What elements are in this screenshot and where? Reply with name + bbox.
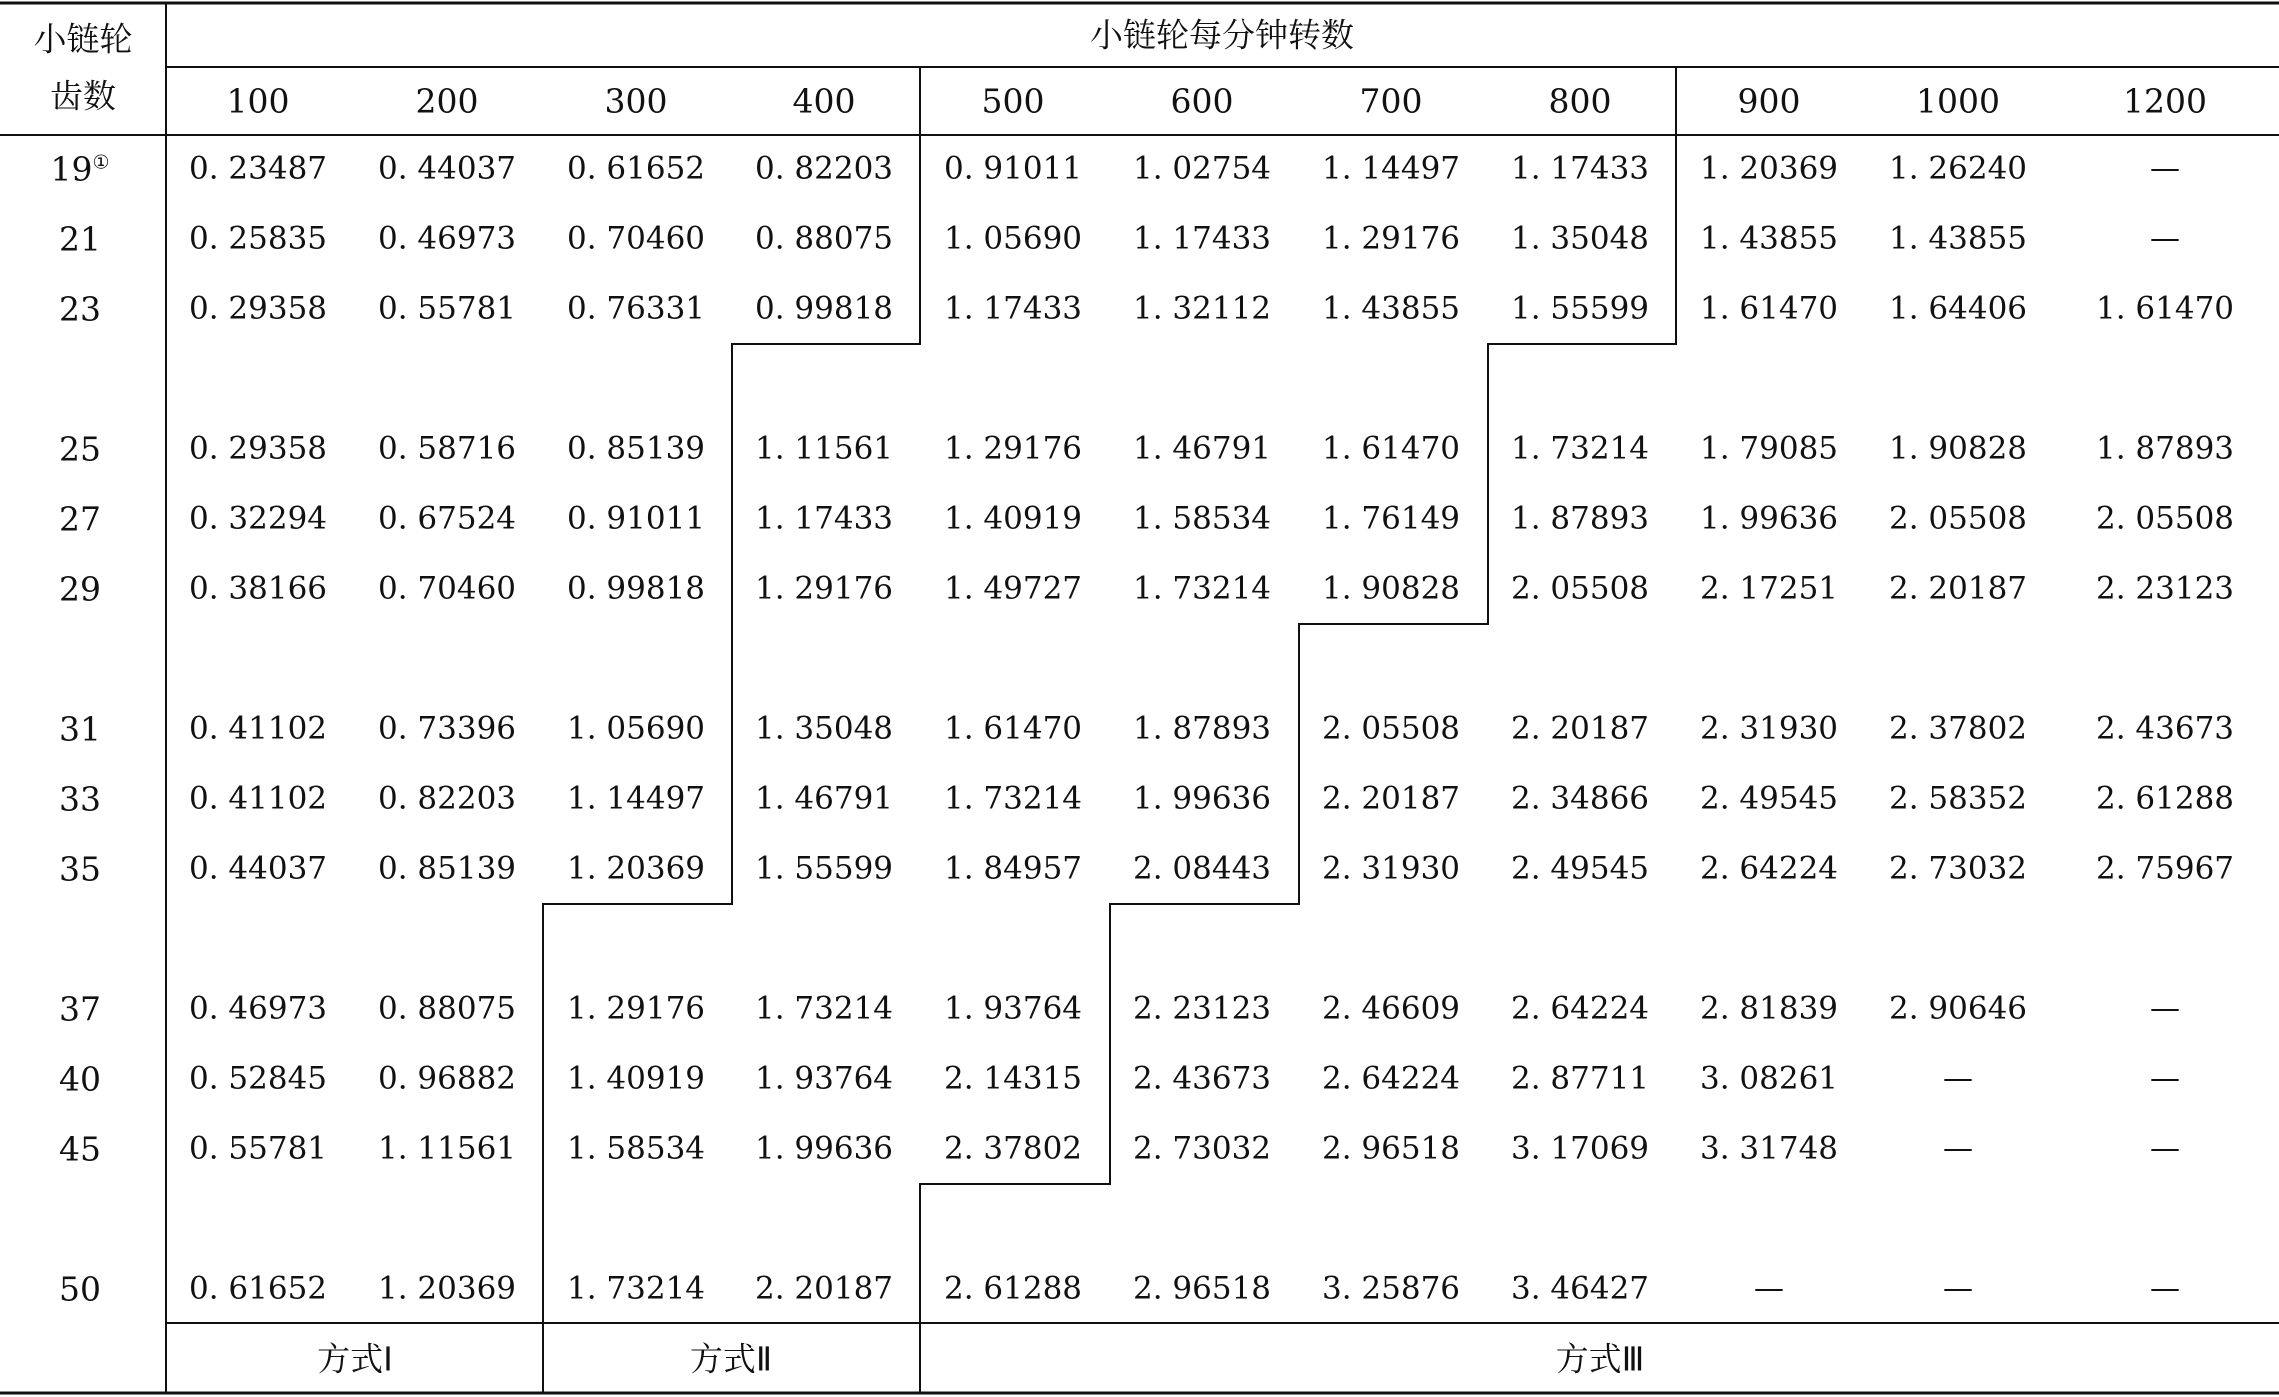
teeth-count-cell	[59, 709, 101, 749]
value-cell: 0. 99818	[566, 570, 706, 607]
value-cell: 1. 43855	[1699, 220, 1839, 257]
value-cell: 3. 17069	[1510, 1130, 1650, 1167]
value-cell: 2. 61288	[943, 1270, 1083, 1307]
value-cell: 1. 99636	[1132, 780, 1272, 817]
teeth-count: 35	[59, 849, 101, 889]
teeth-count: 23	[59, 289, 101, 329]
value-cell: 2. 05508	[1321, 710, 1461, 747]
teeth-count-cell	[59, 779, 101, 819]
value-cell: 1. 84957	[943, 850, 1083, 887]
teeth-count-cell	[59, 849, 101, 889]
value-cell: 0. 76331	[566, 290, 706, 327]
value-cell: 1. 46791	[1132, 430, 1272, 467]
value-cell: 2. 64224	[1321, 1060, 1461, 1097]
value-cell: 0. 70460	[566, 220, 706, 257]
teeth-count: 27	[59, 499, 101, 539]
value-cell: 0. 82203	[754, 150, 894, 187]
value-cell: 1. 87893	[1510, 500, 1650, 537]
value-cell: 1. 17433	[754, 500, 894, 537]
speed-header: 900	[1737, 81, 1801, 121]
value-cell: 1. 93764	[943, 990, 1083, 1027]
value-cell: 1. 05690	[943, 220, 1083, 257]
value-cell: 2. 96518	[1132, 1270, 1272, 1307]
value-cell: 2. 75967	[2095, 850, 2235, 887]
value-cell: 2. 08443	[1132, 850, 1272, 887]
value-cell: 0. 23487	[188, 150, 328, 187]
value-cell: —	[1943, 1061, 1973, 1096]
value-cell: 0. 44037	[188, 850, 328, 887]
teeth-count: 25	[59, 429, 101, 469]
value-cell: 1. 73214	[943, 780, 1083, 817]
value-cell: 1. 20369	[377, 1270, 517, 1307]
value-cell: 0. 82203	[377, 780, 517, 817]
value-cell: 0. 46973	[377, 220, 517, 257]
teeth-count: 50	[59, 1269, 101, 1309]
value-cell: —	[2150, 1131, 2180, 1166]
value-cell: 1. 49727	[943, 570, 1083, 607]
value-cell: 1. 55599	[754, 850, 894, 887]
value-cell: 2. 20187	[1321, 780, 1461, 817]
value-cell: 2. 64224	[1510, 990, 1650, 1027]
value-cell: 1. 79085	[1699, 430, 1839, 467]
value-cell: 1. 87893	[2095, 430, 2235, 467]
value-cell: 1. 40919	[943, 500, 1083, 537]
value-cell: 2. 20187	[754, 1270, 894, 1307]
speed-header: 200	[415, 81, 479, 121]
value-cell: 1. 76149	[1321, 500, 1461, 537]
value-cell: 2. 58352	[1888, 780, 2028, 817]
value-cell: 1. 99636	[1699, 500, 1839, 537]
value-cell: 1. 73214	[566, 1270, 706, 1307]
value-cell: 1. 26240	[1888, 150, 2028, 187]
value-cell: —	[1754, 1271, 1784, 1306]
value-cell: 1. 29176	[943, 430, 1083, 467]
teeth-count-cell	[59, 219, 101, 259]
value-cell: 0. 41102	[188, 780, 328, 817]
value-cell: 1. 61470	[2095, 290, 2235, 327]
value-cell: 0. 38166	[188, 570, 328, 607]
method-2-label: 方式Ⅱ	[689, 1339, 773, 1379]
value-cell: 2. 31930	[1321, 850, 1461, 887]
value-cell: 1. 20369	[566, 850, 706, 887]
value-cell: 2. 05508	[2095, 500, 2235, 537]
value-cell: 1. 35048	[754, 710, 894, 747]
value-cell: 2. 61288	[2095, 780, 2235, 817]
value-cell: 1. 14497	[566, 780, 706, 817]
value-cell: —	[2150, 991, 2180, 1026]
value-cell: 1. 55599	[1510, 290, 1650, 327]
value-cell: 2. 05508	[1888, 500, 2028, 537]
value-cell: 0. 58716	[377, 430, 517, 467]
teeth-count-cell	[59, 1129, 101, 1169]
value-cell: 1. 58534	[566, 1130, 706, 1167]
value-cell: 0. 55781	[377, 290, 517, 327]
value-cell: 0. 70460	[377, 570, 517, 607]
value-cell: 3. 31748	[1699, 1130, 1839, 1167]
value-cell: 0. 29358	[188, 290, 328, 327]
value-cell: 2. 20187	[1510, 710, 1650, 747]
value-cell: 2. 87711	[1510, 1060, 1650, 1097]
value-cell: 2. 37802	[943, 1130, 1083, 1167]
teeth-count-cell	[59, 1059, 101, 1099]
teeth-header-line2: 齿数	[50, 76, 116, 116]
value-cell: 0. 25835	[188, 220, 328, 257]
teeth-count: 31	[59, 709, 101, 749]
value-cell: 0. 96882	[377, 1060, 517, 1097]
value-cell: 1. 32112	[1132, 290, 1272, 327]
speed-header: 700	[1359, 81, 1423, 121]
value-cell: 1. 73214	[1510, 430, 1650, 467]
value-cell: 2. 96518	[1321, 1130, 1461, 1167]
speed-header: 600	[1170, 81, 1234, 121]
value-cell: 1. 93764	[754, 1060, 894, 1097]
value-cell: 2. 49545	[1510, 850, 1650, 887]
teeth-count: 33	[59, 779, 101, 819]
value-cell: 1. 46791	[754, 780, 894, 817]
value-cell: 1. 17433	[1510, 150, 1650, 187]
value-cell: 1. 40919	[566, 1060, 706, 1097]
value-cell: —	[2150, 1271, 2180, 1306]
value-cell: 0. 55781	[188, 1130, 328, 1167]
value-cell: 1. 11561	[754, 430, 894, 467]
value-cell: 2. 73032	[1888, 850, 2028, 887]
value-cell: 1. 17433	[943, 290, 1083, 327]
teeth-count: 37	[59, 989, 101, 1029]
value-cell: 1. 02754	[1132, 150, 1272, 187]
value-cell: 1. 61470	[1699, 290, 1839, 327]
teeth-count: 19	[50, 149, 93, 189]
value-cell: 1. 90828	[1321, 570, 1461, 607]
value-cell: 0. 61652	[566, 150, 706, 187]
value-cell: 1. 73214	[1132, 570, 1272, 607]
method-1-label: 方式Ⅰ	[317, 1339, 393, 1379]
value-cell: 2. 05508	[1510, 570, 1650, 607]
value-cell: 1. 20369	[1699, 150, 1839, 187]
value-cell: 1. 17433	[1132, 220, 1272, 257]
value-cell: 1. 14497	[1321, 150, 1461, 187]
value-cell: 0. 41102	[188, 710, 328, 747]
value-cell: 3. 08261	[1699, 1060, 1839, 1097]
teeth-count-cell	[59, 1269, 101, 1309]
value-cell: 1. 64406	[1888, 290, 2028, 327]
value-cell: 2. 90646	[1888, 990, 2028, 1027]
value-cell: 2. 37802	[1888, 710, 2028, 747]
value-cell: 0. 73396	[377, 710, 517, 747]
value-cell: —	[2150, 221, 2180, 256]
value-cell: 1. 29176	[1321, 220, 1461, 257]
value-cell: 2. 23123	[2095, 570, 2235, 607]
teeth-count: 29	[59, 569, 101, 609]
value-cell: 0. 91011	[943, 150, 1083, 187]
value-cell: 2. 14315	[943, 1060, 1083, 1097]
value-cell: 1. 29176	[566, 990, 706, 1027]
value-cell: 2. 81839	[1699, 990, 1839, 1027]
value-cell: 0. 91011	[566, 500, 706, 537]
speed-header: 300	[604, 81, 668, 121]
value-cell: 2. 23123	[1132, 990, 1272, 1027]
value-cell: 0. 88075	[754, 220, 894, 257]
value-cell: 1. 90828	[1888, 430, 2028, 467]
value-cell: 0. 46973	[188, 990, 328, 1027]
value-cell: 0. 99818	[754, 290, 894, 327]
value-cell: 2. 31930	[1699, 710, 1839, 747]
teeth-count: 40	[59, 1059, 101, 1099]
method-3-label: 方式Ⅲ	[1555, 1339, 1645, 1379]
teeth-count-cell	[59, 499, 101, 539]
value-cell: 2. 43673	[2095, 710, 2235, 747]
value-cell: 2. 20187	[1888, 570, 2028, 607]
teeth-count-cell	[59, 429, 101, 469]
value-cell: 2. 64224	[1699, 850, 1839, 887]
value-cell: 3. 46427	[1510, 1270, 1650, 1307]
value-cell: 2. 73032	[1132, 1130, 1272, 1167]
teeth-count-cell	[59, 569, 101, 609]
value-cell: 1. 11561	[377, 1130, 517, 1167]
value-cell: —	[2150, 1061, 2180, 1096]
value-cell: —	[2150, 151, 2180, 186]
value-cell: 0. 85139	[566, 430, 706, 467]
value-cell: 2. 46609	[1321, 990, 1461, 1027]
value-cell: 1. 05690	[566, 710, 706, 747]
value-cell: 2. 49545	[1699, 780, 1839, 817]
speed-header: 100	[226, 81, 290, 121]
value-cell: 3. 25876	[1321, 1270, 1461, 1307]
teeth-count-cell	[59, 289, 101, 329]
value-cell: 1. 73214	[754, 990, 894, 1027]
teeth-count: 45	[59, 1129, 101, 1169]
speed-header: 1200	[2123, 81, 2207, 121]
value-cell: 1. 87893	[1132, 710, 1272, 747]
speed-group-header: 小链轮每分钟转数	[1090, 15, 1354, 55]
value-cell: 1. 43855	[1321, 290, 1461, 327]
value-cell: 0. 61652	[188, 1270, 328, 1307]
value-cell: 0. 88075	[377, 990, 517, 1027]
value-cell: 1. 99636	[754, 1130, 894, 1167]
teeth-count-cell	[50, 149, 110, 189]
teeth-count: 21	[59, 219, 101, 259]
speed-header: 1000	[1916, 81, 2000, 121]
value-cell: —	[1943, 1271, 1973, 1306]
value-cell: 2. 17251	[1699, 570, 1839, 607]
value-cell: 2. 43673	[1132, 1060, 1272, 1097]
value-cell: 1. 58534	[1132, 500, 1272, 537]
speed-header: 800	[1548, 81, 1612, 121]
value-cell: 1. 29176	[754, 570, 894, 607]
value-cell: 1. 43855	[1888, 220, 2028, 257]
value-cell: —	[1943, 1131, 1973, 1166]
speed-header: 400	[792, 81, 856, 121]
value-cell: 2. 34866	[1510, 780, 1650, 817]
value-cell: 0. 85139	[377, 850, 517, 887]
value-cell: 1. 61470	[943, 710, 1083, 747]
value-cell: 1. 61470	[1321, 430, 1461, 467]
value-cell: 0. 67524	[377, 500, 517, 537]
teeth-header-line1: 小链轮	[33, 19, 133, 59]
value-cell: 0. 32294	[188, 500, 328, 537]
speed-header: 500	[981, 81, 1045, 121]
value-cell: 1. 35048	[1510, 220, 1650, 257]
value-cell: 0. 52845	[188, 1060, 328, 1097]
footnote-marker: ①	[92, 151, 110, 174]
value-cell: 0. 44037	[377, 150, 517, 187]
teeth-count-cell	[59, 989, 101, 1029]
value-cell: 0. 29358	[188, 430, 328, 467]
